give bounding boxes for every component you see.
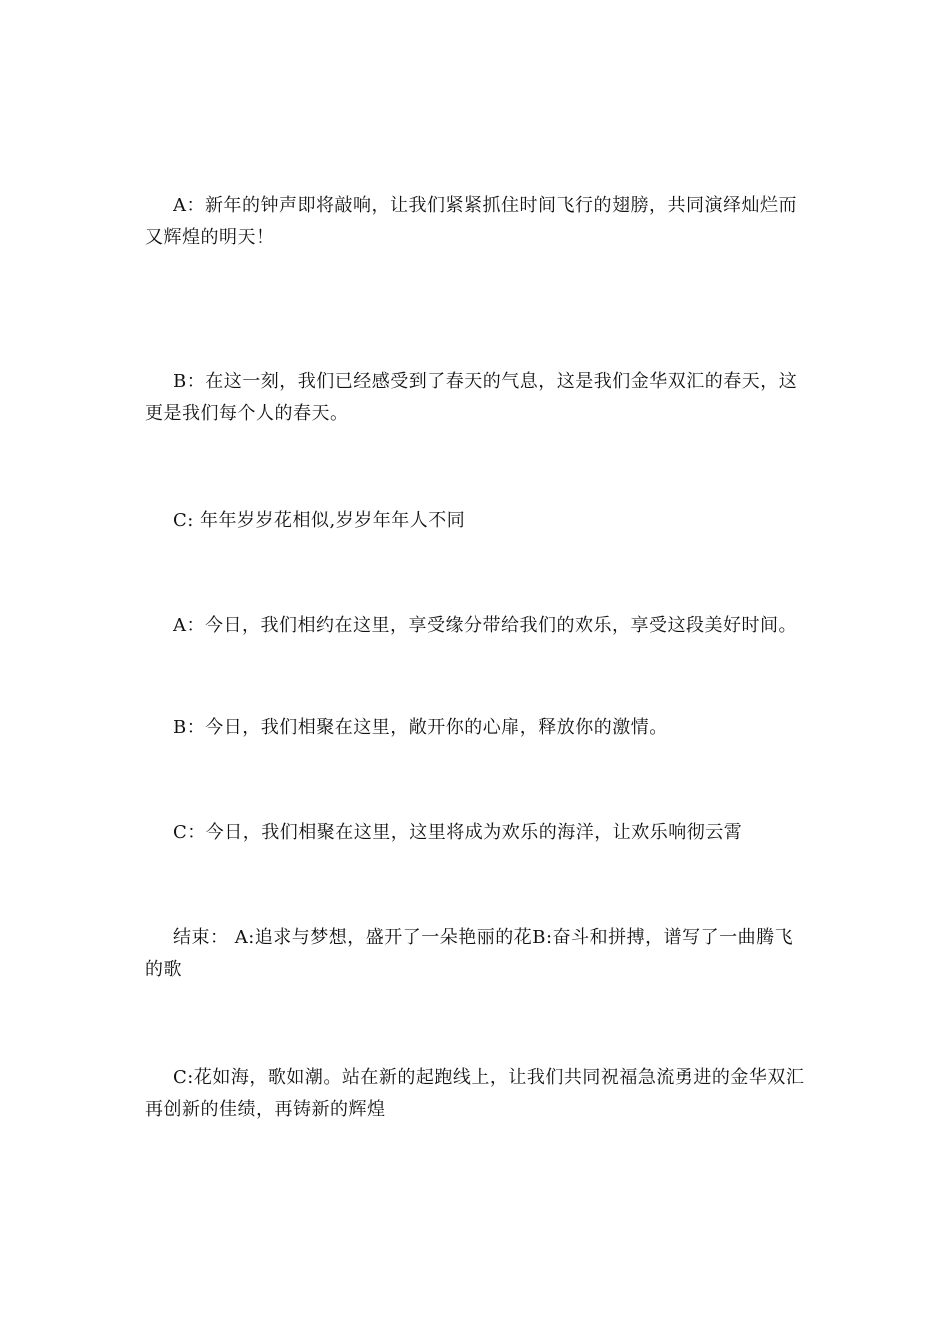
paragraph-ending: 结束： A:追求与梦想，盛开了一朵艳丽的花B:奋斗和拼搏，谱写了一曲腾飞的歌	[145, 927, 794, 980]
paragraph-b-today: B：今日，我们相聚在这里，敞开你的心扉，释放你的激情。	[173, 717, 668, 738]
paragraph-a-new-year: A：新年的钟声即将敲响，让我们紧紧抓住时间飞行的翅膀，共同演绎灿烂而又辉煌的明天！	[145, 195, 797, 248]
paragraph-a-today: A：今日，我们相约在这里，享受缘分带给我们的欢乐，享受这段美好时间。	[173, 615, 797, 636]
paragraph-c-today: C：今日，我们相聚在这里，这里将成为欢乐的海洋，让欢乐响彻云霄	[173, 822, 743, 843]
paragraph-b-spring: B：在这一刻，我们已经感受到了春天的气息，这是我们金华双汇的春天，这更是我们每个人的春天。	[145, 371, 798, 424]
paragraph-c-flowers: C: 年年岁岁花相似,岁岁年年人不同	[173, 510, 466, 531]
paragraph-c-closing: C:花如海，歌如潮。站在新的起跑线上，让我们共同祝福急流勇进的金华双汇再创新的佳绩，再铸新的辉煌	[145, 1067, 805, 1120]
